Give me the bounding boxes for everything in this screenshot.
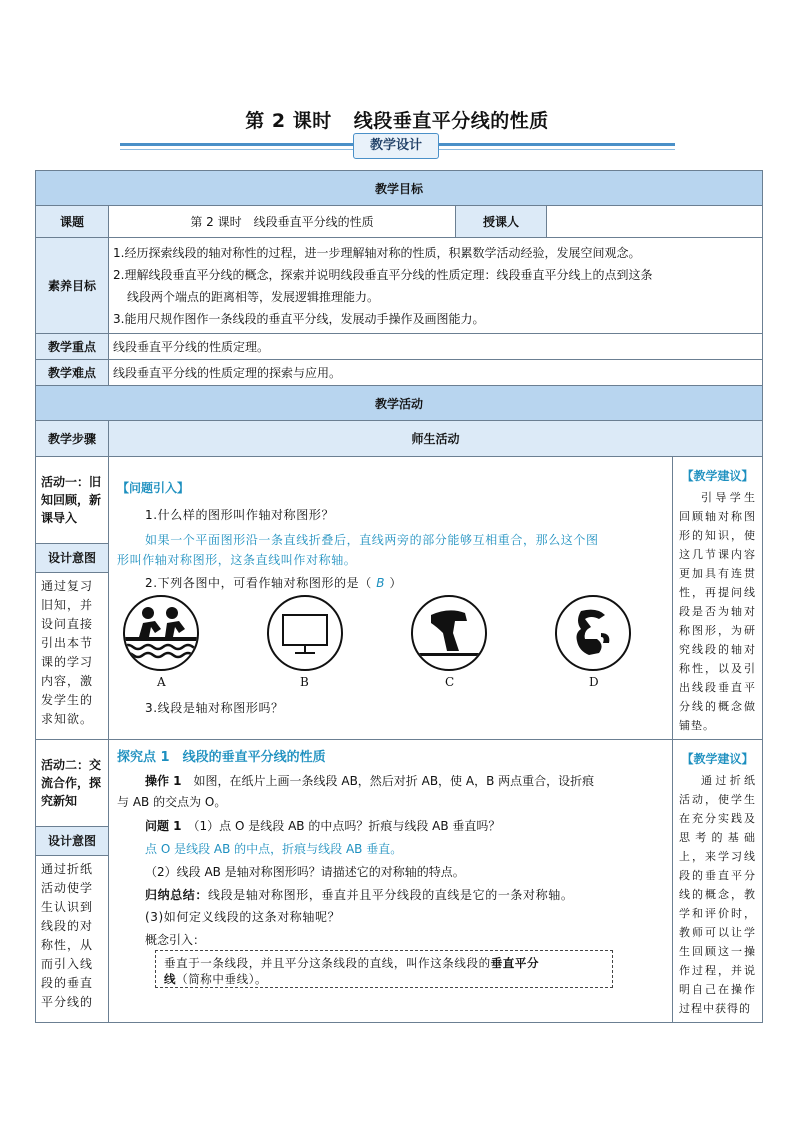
banner-label: 教学设计: [353, 133, 439, 159]
fig-label-b: B: [300, 675, 309, 689]
difficulty-value: 线段垂直平分线的性质定理的探索与应用。: [109, 360, 763, 386]
act1-intent: 通过复习旧知，并设问直接引出本节课的学习内容，激发学生的求知欲。: [41, 578, 94, 726]
act1-content: [109, 457, 673, 740]
goal-1: 1.经历探索线段的轴对称性的过程，进一步理解轴对称的性质，积累数学活动经验，发展空间观念。: [113, 245, 641, 260]
act2-q1: 问题 1 （1）点 O 是线段 AB 的中点吗？折痕与线段 AB 垂直吗？: [145, 819, 501, 833]
act2-heading: 探究点 1 线段的垂直平分线的性质: [117, 750, 326, 765]
goal-3: 3.能用尺规作图作一条线段的垂直平分线，发展动手操作及画图能力。: [113, 311, 485, 326]
figure-d: [553, 593, 633, 673]
section-activities-header: 教学活动: [36, 386, 763, 421]
fig-label-d: D: [589, 675, 599, 689]
goal-2: 2.理解线段垂直平分线的概念，探索并说明线段垂直平分线的性质定理：线段垂直平分线上的点到这条: [113, 267, 653, 282]
fig-label-a: A: [157, 675, 166, 689]
act1-sugg-text: 引导学生回顾轴对称图形的知识，使这几节课内容更加具有连贯性，再提问线段是否为轴对称图形，为研究线段的轴对称性，以及引出线段垂直平分线的概念做铺垫。: [679, 491, 757, 732]
act2-op2: 与 AB 的交点为 O。: [117, 795, 227, 809]
act2-q3: (3)如何定义线段的这条对称轴呢？: [145, 910, 341, 924]
goals-text: [109, 238, 763, 334]
fig-label-c: C: [445, 675, 455, 689]
section-goals-header: 教学目标: [36, 171, 763, 206]
course-value: 第 2 课时 线段垂直平分线的性质: [109, 206, 456, 238]
act1-q1: 1.什么样的图形叫作轴对称图形？: [145, 508, 335, 522]
act2-sugg-text: 通过折纸活动，使学生在充分实践及思考的基础上，来学习线段的垂直平分线的概念，教学和评价时，教师可以让学生回顾这一操作过程，并说明自己在操作过程中获得的: [679, 774, 757, 1015]
act2-intent-label: 设计意图: [36, 826, 108, 855]
act2-q2: （2）线段 AB 是轴对称图形吗？请描述它的对称轴的特点。: [145, 865, 465, 879]
act1-name: 活动一：旧知回顾，新课导入: [36, 457, 108, 543]
goals-label: 素养目标: [36, 238, 109, 334]
teacher-label: 授课人: [456, 206, 547, 238]
figure-a: [121, 593, 201, 673]
teacher-value: [547, 206, 763, 238]
difficulty-label: 教学难点: [36, 360, 109, 386]
act2-sugg-head: 【教学建议】: [681, 752, 754, 766]
act1-suggestion: [673, 457, 763, 740]
act2-a1: 点 O 是线段 AB 的中点，折痕与线段 AB 垂直。: [145, 842, 403, 856]
act2-summary: 归纳总结：线段是轴对称图形，垂直并且平分线段的直线是它的一条对称轴。: [145, 888, 574, 902]
steps-label: 教学步骤: [36, 421, 109, 457]
act2-intent: 通过折纸活动使学生认识到线段的对称性，从而引入线段的垂直平分线的: [41, 861, 94, 1009]
act2-op1: 操作 1 如图，在纸片上画一条线段 AB，然后对折 AB，使 A，B 两点重合，设折痕: [145, 774, 595, 788]
act1-tag: 【问题引入】: [117, 481, 190, 495]
course-label: 课题: [36, 206, 109, 238]
goal-2-cont: 线段两个端点的距离相等，发展逻辑推理能力。: [127, 289, 380, 304]
lesson-table: [35, 170, 763, 1023]
focus-label: 教学重点: [36, 334, 109, 360]
act2-left: [36, 740, 109, 1023]
act1-q3: 3.线段是轴对称图形吗？: [145, 701, 284, 715]
figure-c: [409, 593, 489, 673]
concept-box: 垂直于一条线段，并且平分这条线段的直线，叫作这条线段的垂直平分 线（简称中垂线）。: [155, 950, 613, 988]
act1-left: [36, 457, 109, 740]
activities-label: 师生活动: [109, 421, 763, 457]
act2-concept: 概念引入：: [145, 933, 206, 947]
act1-intent-label: 设计意图: [36, 543, 108, 572]
act1-q2: 2.下列各图中，可看作轴对称图形的是（ B ）: [145, 576, 403, 590]
focus-value: 线段垂直平分线的性质定理。: [109, 334, 763, 360]
figure-b: [265, 593, 345, 673]
act1-a1b: 形叫作轴对称图形，这条直线叫作对称轴。: [117, 553, 357, 567]
act2-suggestion: [673, 740, 763, 1023]
act1-a1a: 如果一个平面图形沿一条直线折叠后，直线两旁的部分能够互相重合，那么这个图: [145, 533, 599, 547]
act2-content: [109, 740, 673, 1023]
act2-name: 活动二：交流合作，探究新知: [36, 740, 108, 826]
page-title: 第 2 课时 线段垂直平分线的性质: [245, 110, 549, 132]
act1-sugg-head: 【教学建议】: [681, 469, 754, 483]
